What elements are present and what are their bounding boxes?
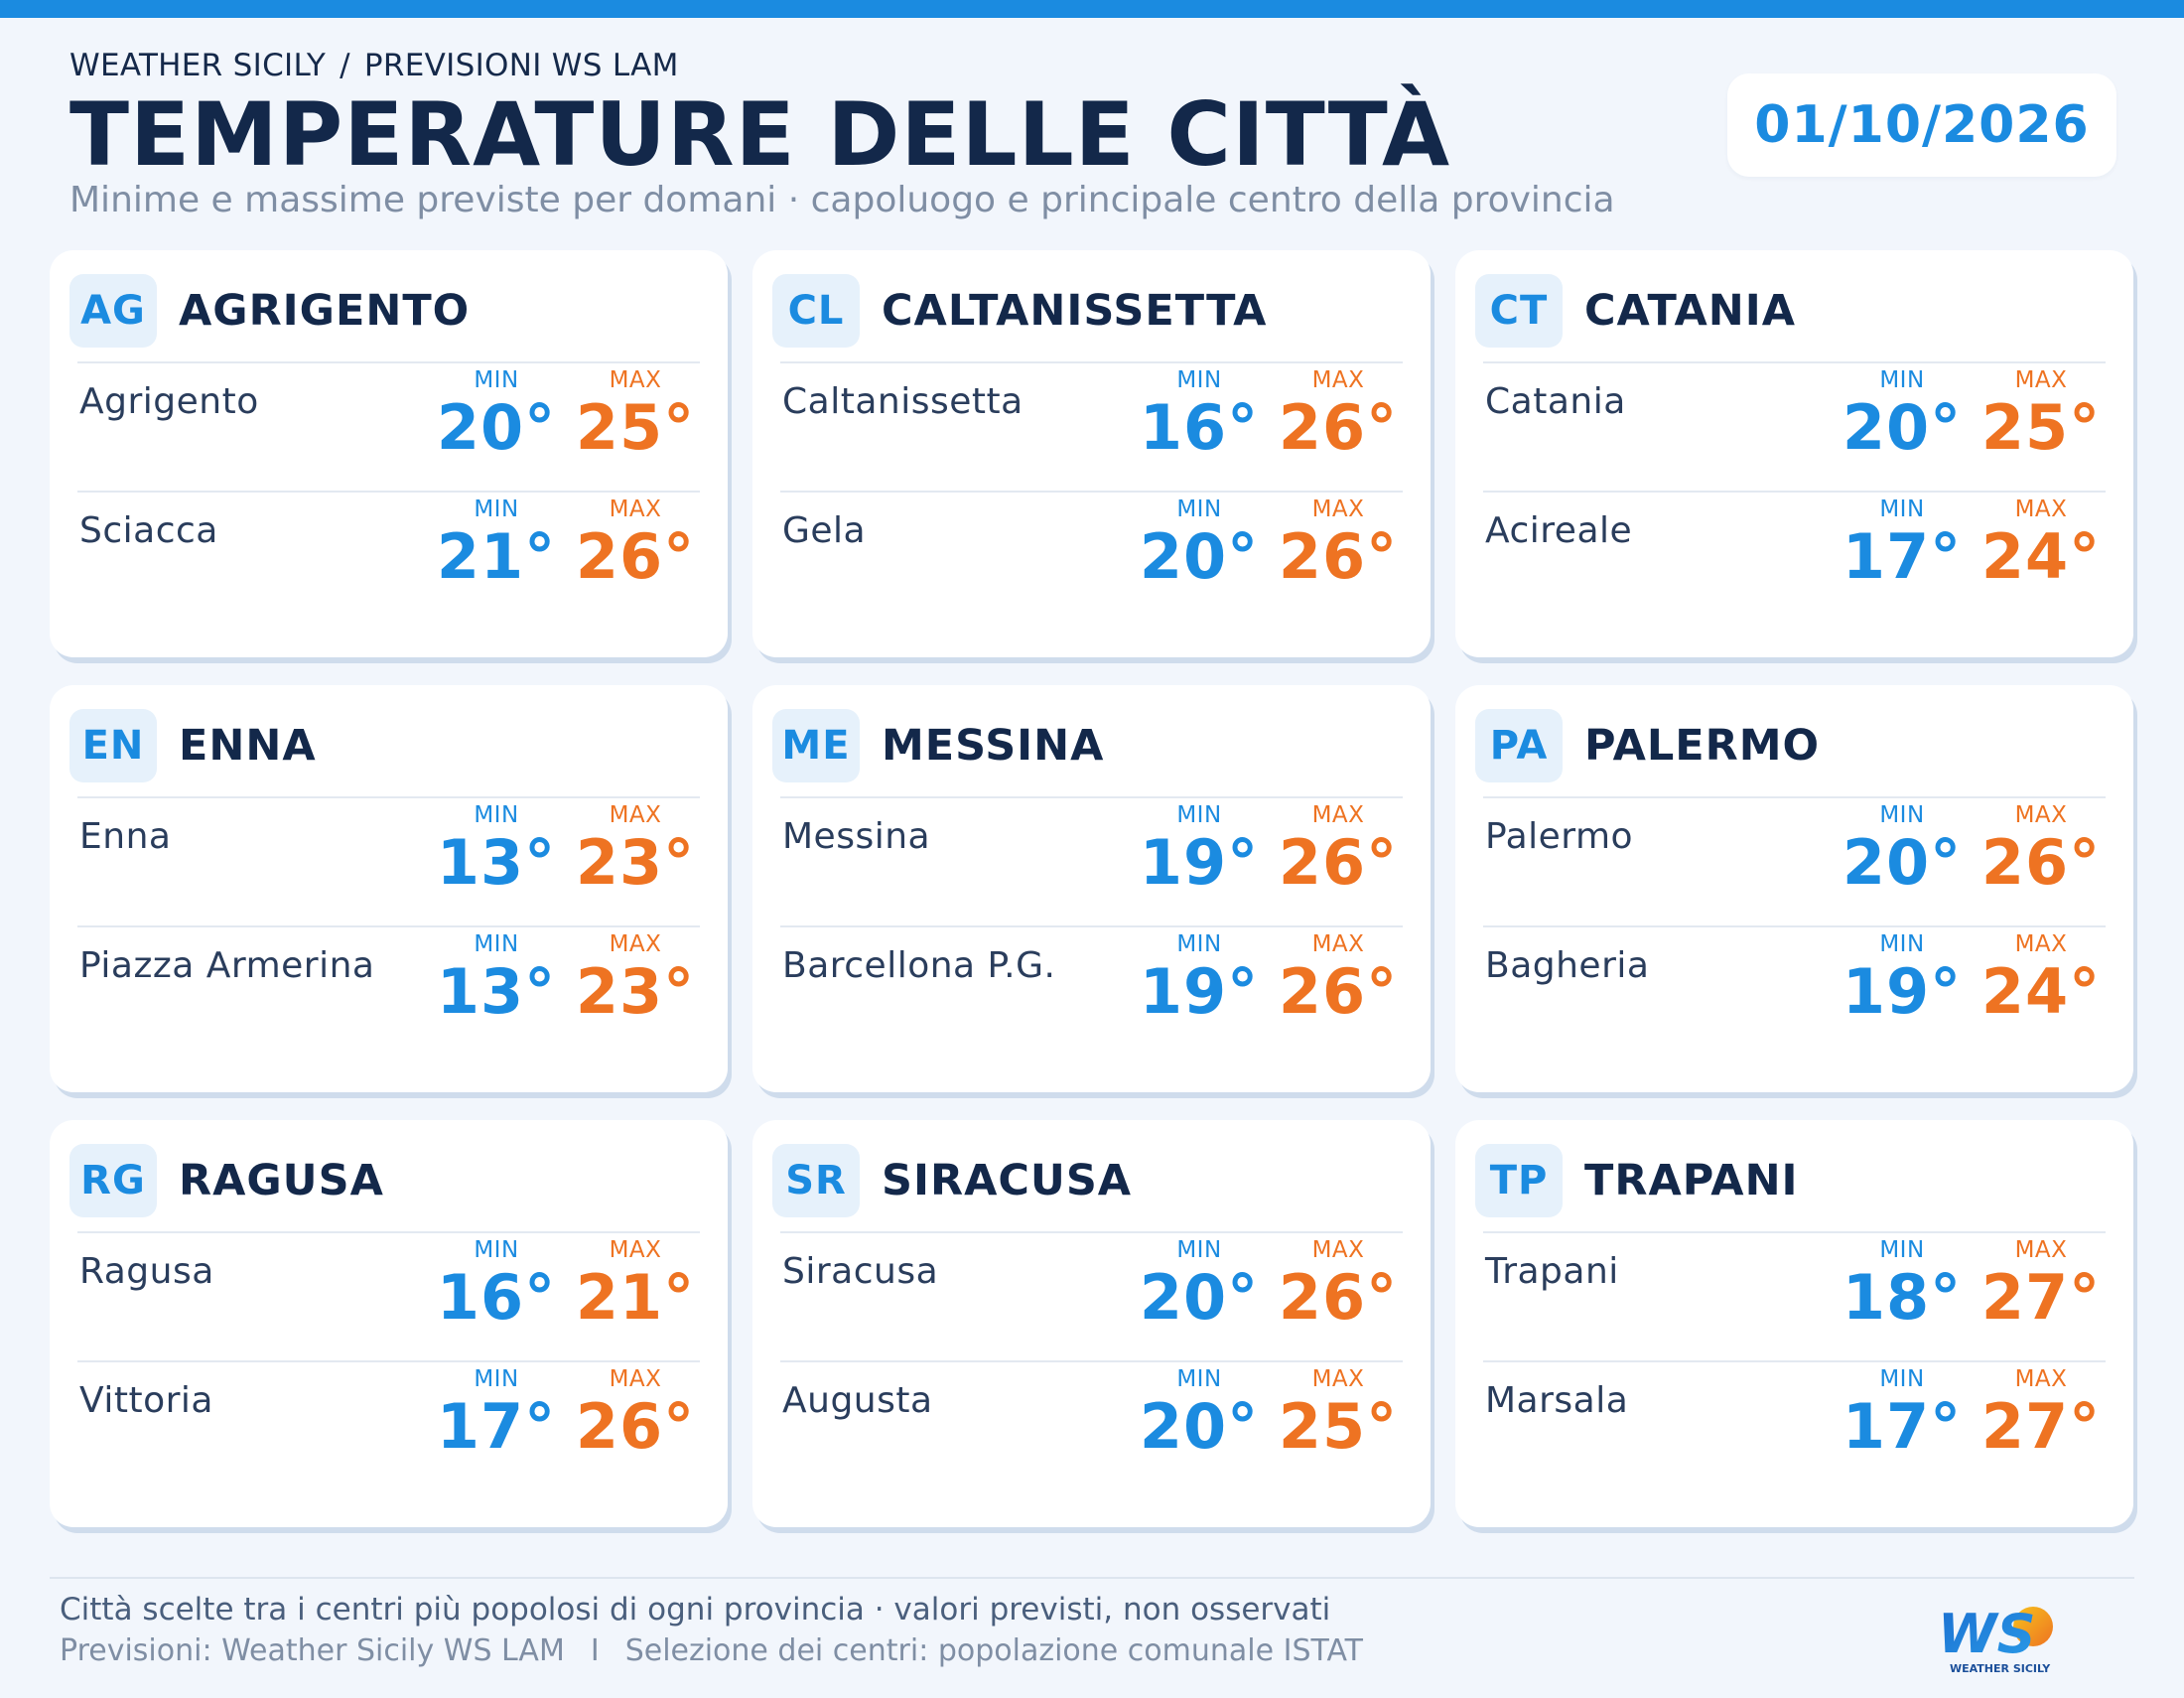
- city-name: Barcellona P.G.: [782, 945, 1056, 986]
- province-header: [1475, 1144, 1799, 1217]
- max-temp-value: 23°: [575, 826, 696, 899]
- province-header: [69, 274, 470, 348]
- max-temp-block: [566, 931, 705, 1027]
- max-temp-block: [1972, 1366, 2111, 1462]
- min-label: MIN: [474, 1237, 519, 1263]
- max-temp-value: 26°: [575, 520, 696, 593]
- city-row: [780, 361, 1403, 491]
- max-temp-block: [1972, 496, 2111, 592]
- max-temp-block: [1269, 1237, 1408, 1333]
- province-code-badge: RG: [69, 1144, 157, 1217]
- max-temp-block: [1972, 802, 2111, 898]
- max-temp-block: [1972, 1237, 2111, 1333]
- city-name: Sciacca: [79, 510, 218, 551]
- kicker-separator: /: [340, 48, 350, 83]
- province-name: PALERMO: [1584, 721, 1821, 771]
- max-temp-value: 21°: [575, 1261, 696, 1334]
- max-label: MAX: [2014, 802, 2068, 828]
- province-card-tp: [1455, 1120, 2133, 1527]
- page-subtitle: Minime e massime previste per domani · capoluogo e principale centro della provincia: [69, 180, 1615, 220]
- city-name: Vittoria: [79, 1380, 213, 1421]
- province-name: RAGUSA: [179, 1156, 384, 1205]
- city-row: [77, 1360, 700, 1489]
- province-header: [772, 709, 1104, 782]
- province-code-badge: AG: [69, 274, 157, 348]
- min-label: MIN: [1879, 931, 1925, 957]
- min-temp-value: 20°: [1842, 391, 1963, 464]
- min-label: MIN: [1879, 802, 1925, 828]
- max-temp-block: [566, 367, 705, 463]
- max-temp-value: 26°: [1980, 826, 2102, 899]
- city-name: Augusta: [782, 1380, 933, 1421]
- city-row: [780, 925, 1403, 1055]
- city-row: [77, 925, 700, 1055]
- min-label: MIN: [1176, 496, 1222, 522]
- province-card-rg: [50, 1120, 728, 1527]
- min-temp-value: 20°: [1842, 826, 1963, 899]
- city-name: Ragusa: [79, 1251, 214, 1292]
- city-name: Trapani: [1485, 1251, 1619, 1292]
- province-name: ENNA: [179, 721, 317, 771]
- city-name: Agrigento: [79, 381, 259, 422]
- min-temp-block: [1130, 496, 1269, 592]
- max-temp-block: [566, 1237, 705, 1333]
- max-temp-block: [566, 802, 705, 898]
- max-temp-value: 26°: [1278, 391, 1399, 464]
- province-header: [1475, 274, 1796, 348]
- province-name: CATANIA: [1584, 286, 1797, 336]
- logo-caption: WEATHER SICILY: [1950, 1662, 2051, 1675]
- min-temp-block: [1130, 802, 1269, 898]
- max-temp-value: 25°: [1980, 391, 2102, 464]
- min-temp-value: 21°: [436, 520, 557, 593]
- max-temp-block: [1972, 367, 2111, 463]
- city-name: Bagheria: [1485, 945, 1650, 986]
- province-header: [1475, 709, 1820, 782]
- footer-divider: [50, 1577, 2134, 1579]
- min-label: MIN: [474, 931, 519, 957]
- max-temp-value: 26°: [1278, 826, 1399, 899]
- max-label: MAX: [1311, 367, 1365, 393]
- province-card-sr: [752, 1120, 1431, 1527]
- top-accent-bar: [0, 0, 2184, 18]
- max-temp-value: 26°: [1278, 955, 1399, 1028]
- footer-credits: [60, 1630, 1363, 1672]
- min-label: MIN: [474, 1366, 519, 1392]
- max-temp-block: [566, 496, 705, 592]
- max-temp-block: [1972, 931, 2111, 1027]
- max-label: MAX: [609, 802, 662, 828]
- max-label: MAX: [609, 367, 662, 393]
- max-temp-block: [1269, 367, 1408, 463]
- max-label: MAX: [609, 1237, 662, 1263]
- max-temp-block: [1269, 931, 1408, 1027]
- city-row: [1483, 361, 2106, 491]
- min-temp-block: [1833, 931, 1972, 1027]
- city-name: Siracusa: [782, 1251, 939, 1292]
- city-row: [77, 361, 700, 491]
- province-card-cl: [752, 250, 1431, 657]
- province-card-me: [752, 685, 1431, 1092]
- province-header: [69, 1144, 384, 1217]
- min-temp-block: [427, 802, 566, 898]
- min-temp-block: [1833, 802, 1972, 898]
- max-temp-block: [1269, 802, 1408, 898]
- city-name: Gela: [782, 510, 867, 551]
- min-temp-value: 13°: [436, 826, 557, 899]
- province-name: CALTANISSETTA: [882, 286, 1268, 336]
- city-name: Enna: [79, 816, 172, 857]
- province-grid: [50, 250, 2134, 1531]
- max-temp-value: 27°: [1980, 1261, 2102, 1334]
- max-label: MAX: [1311, 1237, 1365, 1263]
- max-temp-value: 23°: [575, 955, 696, 1028]
- min-label: MIN: [1176, 802, 1222, 828]
- city-row: [780, 491, 1403, 620]
- max-temp-value: 27°: [1980, 1390, 2102, 1463]
- min-temp-value: 20°: [436, 391, 557, 464]
- province-card-ct: [1455, 250, 2133, 657]
- min-temp-block: [427, 1366, 566, 1462]
- min-temp-value: 19°: [1842, 955, 1963, 1028]
- footer-selection: Selezione dei centri: popolazione comunale ISTAT: [624, 1633, 1364, 1668]
- min-temp-block: [427, 367, 566, 463]
- min-label: MIN: [474, 496, 519, 522]
- page-title: TEMPERATURE DELLE CITTÀ: [69, 83, 1451, 186]
- max-label: MAX: [609, 1366, 662, 1392]
- min-label: MIN: [1176, 367, 1222, 393]
- max-label: MAX: [2014, 496, 2068, 522]
- max-label: MAX: [1311, 931, 1365, 957]
- min-temp-block: [1833, 496, 1972, 592]
- province-code-badge: EN: [69, 709, 157, 782]
- min-temp-block: [427, 496, 566, 592]
- max-temp-block: [1269, 496, 1408, 592]
- min-temp-value: 17°: [436, 1390, 557, 1463]
- city-row: [1483, 1360, 2106, 1489]
- max-temp-value: 26°: [575, 1390, 696, 1463]
- max-label: MAX: [2014, 367, 2068, 393]
- province-code-badge: SR: [772, 1144, 860, 1217]
- max-label: MAX: [1311, 1366, 1365, 1392]
- province-code-badge: PA: [1475, 709, 1563, 782]
- footer-source: Previsioni: Weather Sicily WS LAM: [60, 1633, 565, 1668]
- province-code-badge: ME: [772, 709, 860, 782]
- city-row: [77, 1231, 700, 1360]
- city-row: [780, 1360, 1403, 1489]
- date-badge: 01/10/2026: [1727, 73, 2116, 177]
- min-temp-block: [1833, 1366, 1972, 1462]
- city-name: Caltanissetta: [782, 381, 1024, 422]
- city-name: Acireale: [1485, 510, 1633, 551]
- min-temp-value: 18°: [1842, 1261, 1963, 1334]
- city-row: [1483, 796, 2106, 925]
- footer-note: Città scelte tra i centri più popolosi di ogni provincia · valori previsti, non osservati: [60, 1592, 1331, 1627]
- min-temp-value: 20°: [1139, 520, 1260, 593]
- city-name: Palermo: [1485, 816, 1634, 857]
- min-label: MIN: [474, 802, 519, 828]
- min-label: MIN: [1879, 496, 1925, 522]
- province-code-badge: TP: [1475, 1144, 1563, 1217]
- max-temp-block: [566, 1366, 705, 1462]
- min-temp-value: 17°: [1842, 1390, 1963, 1463]
- province-card-pa: [1455, 685, 2133, 1092]
- province-code-badge: CL: [772, 274, 860, 348]
- max-temp-value: 25°: [575, 391, 696, 464]
- province-card-ag: [50, 250, 728, 657]
- min-temp-value: 19°: [1139, 955, 1260, 1028]
- max-temp-value: 25°: [1278, 1390, 1399, 1463]
- city-row: [780, 1231, 1403, 1360]
- province-name: AGRIGENTO: [179, 286, 471, 336]
- max-label: MAX: [2014, 1237, 2068, 1263]
- province-header: [772, 1144, 1132, 1217]
- max-temp-value: 24°: [1980, 520, 2102, 593]
- province-name: SIRACUSA: [882, 1156, 1133, 1205]
- province-code-badge: CT: [1475, 274, 1563, 348]
- min-temp-block: [1833, 367, 1972, 463]
- kicker: [69, 46, 1615, 85]
- min-temp-value: 20°: [1139, 1261, 1260, 1334]
- city-row: [1483, 1231, 2106, 1360]
- min-temp-block: [1130, 367, 1269, 463]
- brand-label: WEATHER SICILY: [69, 48, 327, 83]
- province-header: [772, 274, 1267, 348]
- max-label: MAX: [2014, 1366, 2068, 1392]
- max-label: MAX: [2014, 931, 2068, 957]
- city-row: [77, 491, 700, 620]
- min-temp-block: [1130, 931, 1269, 1027]
- min-temp-value: 16°: [436, 1261, 557, 1334]
- max-label: MAX: [609, 931, 662, 957]
- max-temp-value: 26°: [1278, 1261, 1399, 1334]
- province-header: [69, 709, 317, 782]
- min-label: MIN: [1879, 367, 1925, 393]
- min-temp-value: 17°: [1842, 520, 1963, 593]
- min-label: MIN: [1176, 931, 1222, 957]
- logo-mark: WS: [1938, 1603, 2036, 1665]
- footer-credits-divider: I: [590, 1633, 600, 1668]
- min-label: MIN: [1176, 1366, 1222, 1392]
- city-row: [77, 796, 700, 925]
- min-temp-block: [427, 931, 566, 1027]
- min-temp-block: [427, 1237, 566, 1333]
- city-name: Piazza Armerina: [79, 945, 375, 986]
- max-temp-block: [1269, 1366, 1408, 1462]
- section-label: PREVISIONI WS LAM: [363, 48, 679, 83]
- header: [69, 46, 1615, 222]
- province-name: TRAPANI: [1584, 1156, 1799, 1205]
- min-label: MIN: [474, 367, 519, 393]
- min-temp-block: [1130, 1237, 1269, 1333]
- city-name: Messina: [782, 816, 931, 857]
- max-temp-value: 24°: [1980, 955, 2102, 1028]
- city-row: [1483, 491, 2106, 620]
- min-temp-block: [1833, 1237, 1972, 1333]
- min-temp-value: 20°: [1139, 1390, 1260, 1463]
- min-label: MIN: [1176, 1237, 1222, 1263]
- max-temp-value: 26°: [1278, 520, 1399, 593]
- city-row: [1483, 925, 2106, 1055]
- city-name: Marsala: [1485, 1380, 1629, 1421]
- max-label: MAX: [609, 496, 662, 522]
- min-label: MIN: [1879, 1237, 1925, 1263]
- province-name: MESSINA: [882, 721, 1105, 771]
- min-temp-value: 19°: [1139, 826, 1260, 899]
- min-temp-value: 16°: [1139, 391, 1260, 464]
- city-name: Catania: [1485, 381, 1626, 422]
- weather-sicily-logo: [1936, 1601, 2065, 1676]
- max-label: MAX: [1311, 496, 1365, 522]
- province-card-en: [50, 685, 728, 1092]
- min-temp-block: [1130, 1366, 1269, 1462]
- min-label: MIN: [1879, 1366, 1925, 1392]
- city-row: [780, 796, 1403, 925]
- max-label: MAX: [1311, 802, 1365, 828]
- min-temp-value: 13°: [436, 955, 557, 1028]
